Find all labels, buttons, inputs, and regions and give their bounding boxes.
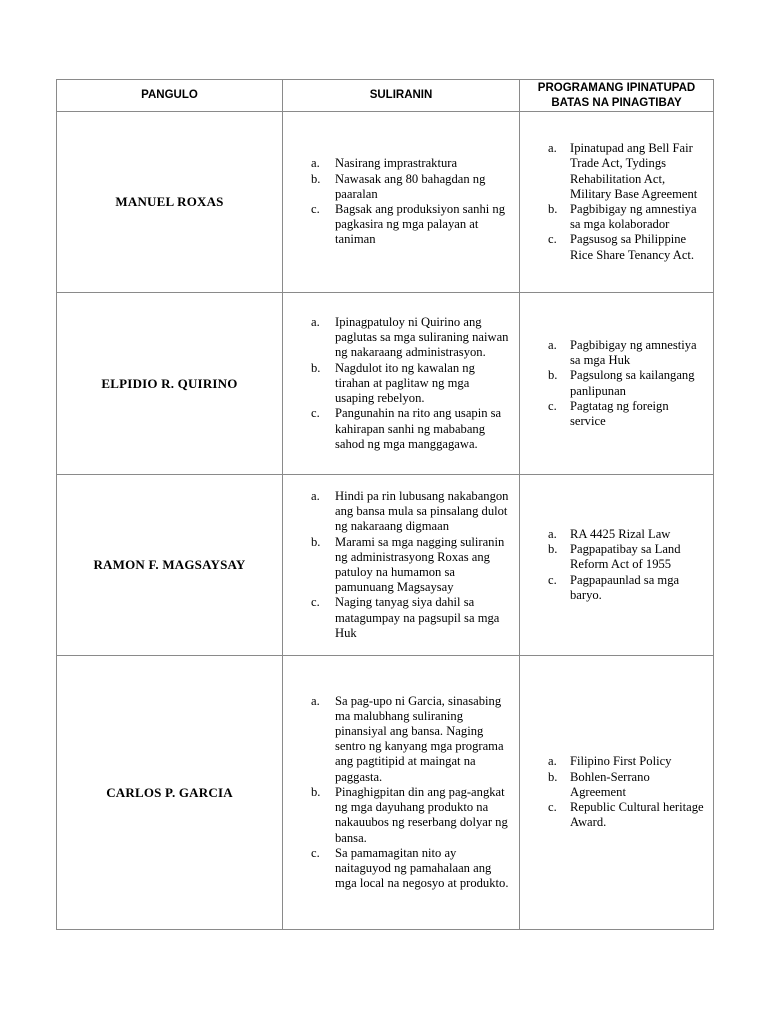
list-marker: a. xyxy=(311,156,320,171)
list-item xyxy=(548,573,707,603)
suliranin-list xyxy=(283,489,519,641)
list-item-text: Bohlen-Serrano Agreement xyxy=(570,769,650,799)
suliranin-list xyxy=(283,315,519,452)
list-item-text: Nasirang imprastraktura xyxy=(335,156,458,171)
list-marker: b. xyxy=(311,534,321,549)
suliranin-cell xyxy=(283,475,520,656)
list-marker: a. xyxy=(311,693,320,708)
president-name: MANUEL ROXAS xyxy=(57,112,283,293)
list-item-text: RA 4425 Rizal Law xyxy=(570,526,671,541)
list-item-text: Filipino First Policy xyxy=(570,754,672,769)
programa-list xyxy=(520,754,713,830)
list-marker: b. xyxy=(311,171,321,186)
programa-list xyxy=(520,527,713,603)
list-item xyxy=(548,368,707,398)
table-row xyxy=(57,112,714,293)
list-marker: b. xyxy=(548,202,558,216)
list-item-text: Naging tanyag siya dahil sa matagumpay na pagsupil sa mga Huk xyxy=(335,595,500,640)
list-item-text: Hindi pa rin lubusang nakabangon ang bansa mula sa pinsalang dulot ng nakaraang digmaan xyxy=(335,488,509,534)
list-marker: c. xyxy=(311,595,320,610)
list-item-text: Republic Cultural heritage Award. xyxy=(570,800,704,830)
list-marker: a. xyxy=(311,488,320,503)
list-marker: b. xyxy=(548,368,558,383)
list-item xyxy=(311,361,511,407)
list-item xyxy=(311,595,511,641)
list-item xyxy=(548,754,707,769)
suliranin-cell xyxy=(283,656,520,930)
header-programa-line2: BATAS NA PINAGTIBAY xyxy=(551,96,682,109)
list-item xyxy=(548,232,707,262)
list-marker: b. xyxy=(548,542,558,557)
suliranin-list xyxy=(283,156,519,247)
list-marker: a. xyxy=(548,526,557,541)
president-name: ELPIDIO R. QUIRINO xyxy=(57,293,283,475)
table-row xyxy=(57,475,714,656)
list-item-text: Pagtatag ng foreign service xyxy=(570,398,669,428)
programa-cell xyxy=(520,112,714,293)
list-item xyxy=(311,202,511,248)
list-item-text: Pangunahin na rito ang usapin sa kahirapan sanhi ng mababang sahod ng mga manggagawa. xyxy=(335,406,502,451)
list-marker: b. xyxy=(548,769,558,784)
list-marker: b. xyxy=(311,360,321,375)
list-item xyxy=(548,202,707,232)
list-item xyxy=(311,156,511,171)
list-marker: b. xyxy=(311,784,321,799)
presidents-table xyxy=(56,79,714,930)
list-item xyxy=(548,542,707,572)
list-item xyxy=(311,785,511,846)
list-item xyxy=(311,489,511,535)
list-marker: c. xyxy=(548,232,557,247)
header-pangulo: PANGULO xyxy=(57,80,283,112)
header-programa xyxy=(520,80,714,112)
table-row xyxy=(57,656,714,930)
president-name: CARLOS P. GARCIA xyxy=(57,656,283,930)
list-marker: c. xyxy=(548,800,557,815)
list-item-text: Pagsusog sa Philippine Rice Share Tenancy Act. xyxy=(570,232,695,262)
list-item xyxy=(311,172,511,202)
list-item-text: Pagbibigay ng amnestiya sa mga Huk xyxy=(570,337,697,368)
president-name: RAMON F. MAGSAYSAY xyxy=(57,475,283,656)
list-item xyxy=(311,846,511,892)
list-marker: c. xyxy=(311,845,320,860)
list-item-text: Nawasak ang 80 bahagdan ng paaralan xyxy=(335,171,486,201)
list-item-text: Pagbibigay ng amnestiya sa mga kolaborador xyxy=(570,202,697,232)
list-item xyxy=(311,694,511,785)
header-row xyxy=(57,80,714,112)
list-marker: c. xyxy=(311,202,320,216)
list-item-text: Pagpapatibay sa Land Reform Act of 1955 xyxy=(570,542,681,572)
programa-cell xyxy=(520,656,714,930)
programa-cell xyxy=(520,293,714,475)
table-row xyxy=(57,293,714,475)
list-item xyxy=(548,399,707,429)
list-item xyxy=(311,315,511,361)
list-item-text: Ipinatupad ang Bell Fair Trade Act, Tydings Rehabilitation Act, Military Base Agreement xyxy=(570,141,698,201)
list-marker: c. xyxy=(548,398,557,413)
list-item xyxy=(548,141,707,202)
list-item-text: Nagdulot ito ng kawalan ng tirahan at paglitaw ng mga usaping rebelyon. xyxy=(335,360,475,406)
list-item-text: Pagpapaunlad sa mga baryo. xyxy=(570,572,680,602)
programa-cell xyxy=(520,475,714,656)
list-item-text: Pagsulong sa kailangang panlipunan xyxy=(570,368,695,398)
list-item xyxy=(548,527,707,542)
list-marker: a. xyxy=(311,315,320,330)
list-item xyxy=(311,406,511,452)
suliranin-list xyxy=(283,694,519,892)
list-item xyxy=(548,770,707,800)
list-item xyxy=(548,338,707,368)
list-marker: a. xyxy=(548,754,557,769)
list-item-text: Ipinagpatuloy ni Quirino ang paglutas sa mga suliraning naiwan ng nakaraang administrasyon. xyxy=(335,315,509,360)
suliranin-cell xyxy=(283,293,520,475)
list-marker: a. xyxy=(548,141,557,156)
list-item-text: Pinaghigpitan din ang pag-angkat ng mga dayuhang produkto na nakauubos ng reserbang dolyar ng bansa. xyxy=(335,784,508,845)
list-marker: a. xyxy=(548,337,557,352)
programa-list xyxy=(520,338,713,429)
list-item xyxy=(311,535,511,596)
list-marker: c. xyxy=(311,406,320,421)
list-item xyxy=(548,800,707,830)
header-suliranin: SULIRANIN xyxy=(283,80,520,112)
list-item-text: Sa pamamagitan nito ay naitaguyod ng pamahalaan ang mga local na negosyo at produkto. xyxy=(335,845,509,891)
list-marker: c. xyxy=(548,572,557,587)
list-item-text: Bagsak ang produksiyon sanhi ng pagkasira ng mga palayan at taniman xyxy=(335,202,505,247)
header-programa-line1: PROGRAMANG IPINATUPAD xyxy=(537,81,696,94)
suliranin-cell xyxy=(283,112,520,293)
list-item-text: Sa pag-upo ni Garcia, sinasabing ma malubhang suliraning pinansiyal ang bansa. Naging sentro ng kanyang mga programa ang pagtitipid at maingat na paggasta. xyxy=(335,693,504,784)
programa-list xyxy=(520,141,713,263)
list-item-text: Marami sa mga nagging suliranin ng administrasyong Roxas ang patuloy na humamon sa pamunuang Magsaysay xyxy=(335,534,505,595)
